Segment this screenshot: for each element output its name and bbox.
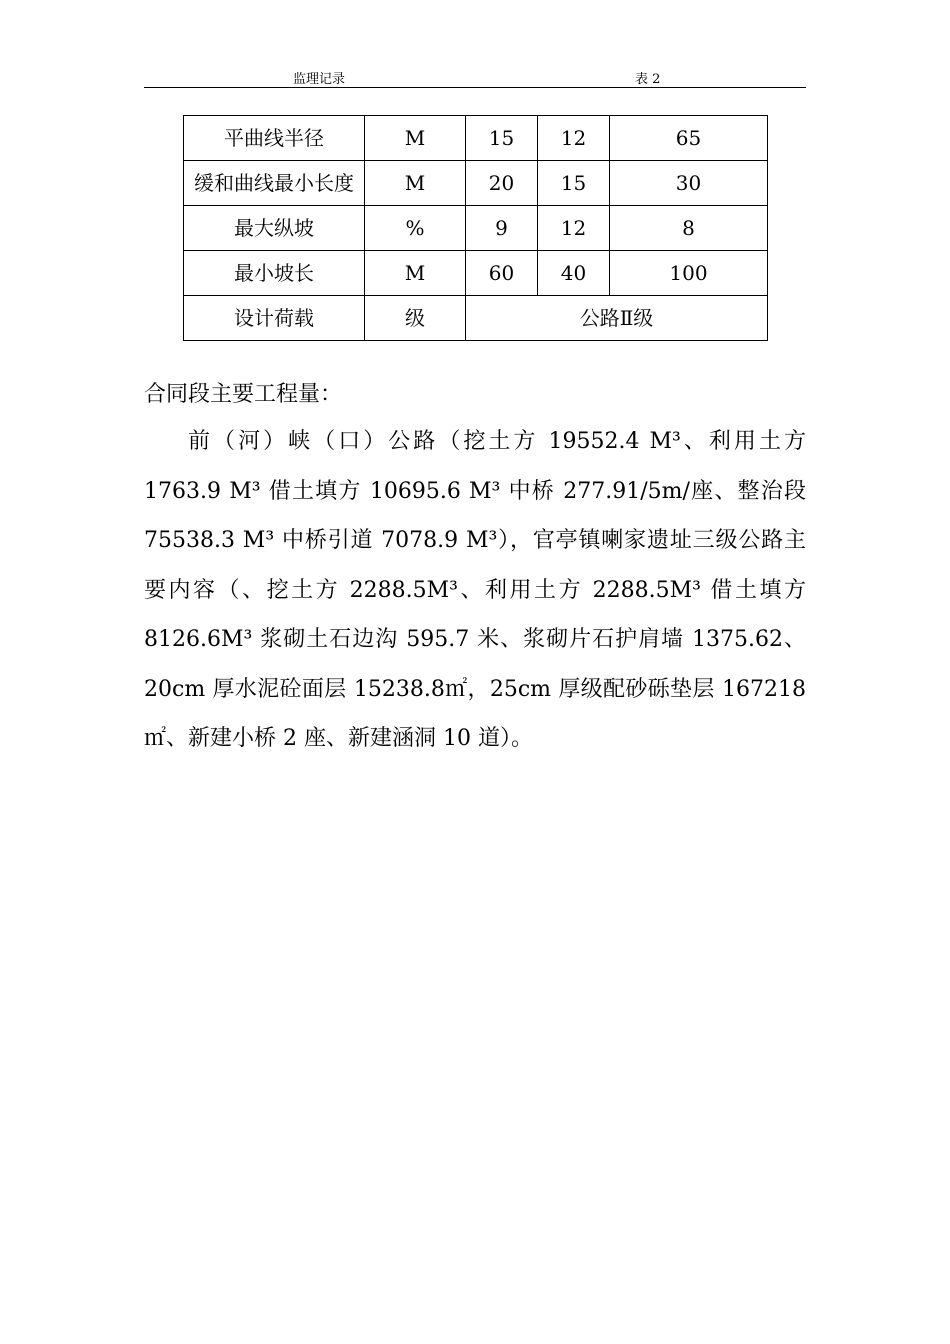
- unit-cell: M: [365, 116, 466, 161]
- merged-value-cell: 公路Ⅱ级: [466, 296, 768, 341]
- row-name-cell: 最小坡长: [184, 251, 365, 296]
- table-row: [184, 116, 768, 161]
- header-title: 监理记录: [293, 72, 346, 87]
- value-cell: 30: [610, 161, 768, 206]
- value-cell: 15: [538, 161, 610, 206]
- row-name-cell: 平曲线半径: [184, 116, 365, 161]
- value-cell: 20: [466, 161, 538, 206]
- value-cell: 15: [466, 116, 538, 161]
- page-header: [144, 64, 806, 88]
- header-table-number: 表 2: [635, 72, 661, 87]
- value-cell: 100: [610, 251, 768, 296]
- value-cell: 65: [610, 116, 768, 161]
- unit-cell: %: [365, 206, 466, 251]
- table-row: [184, 161, 768, 206]
- table-row: [184, 206, 768, 251]
- value-cell: 8: [610, 206, 768, 251]
- row-name-cell: 缓和曲线最小长度: [184, 161, 365, 206]
- value-cell: 40: [538, 251, 610, 296]
- quantities-paragraph: 前（河）峡（口）公路（挖土方 19552.4 M³、利用土方 1763.9 M³ 借土填方 10695.6 M³ 中桥 277.91/5m/座、整治段 75538.3 M³ 中桥引道 7078.9 M³），官亭镇喇家遗址三级公路主要内容（、挖土方 2288.5M³、利用土方 2288.5M³ 借土填方 8126.6M³ 浆砌土石边沟 595.7 米、浆砌片石护肩墙 1375.62、20cm 厚水泥砼面层 15238.8㎡，25cm 厚级配砂砾垫层 167218㎡、新建小桥 2 座、新建涵洞 10 道）。: [144, 429, 806, 751]
- unit-cell: M: [365, 251, 466, 296]
- spec-table: [183, 115, 768, 341]
- table-row: [184, 251, 768, 296]
- row-name-cell: 设计荷载: [184, 296, 365, 341]
- unit-cell: M: [365, 161, 466, 206]
- unit-cell: 级: [365, 296, 466, 341]
- value-cell: 9: [466, 206, 538, 251]
- section-heading: 合同段主要工程量：: [144, 382, 343, 407]
- value-cell: 12: [538, 206, 610, 251]
- table-row: [184, 296, 768, 341]
- value-cell: 12: [538, 116, 610, 161]
- row-name-cell: 最大纵坡: [184, 206, 365, 251]
- value-cell: 60: [466, 251, 538, 296]
